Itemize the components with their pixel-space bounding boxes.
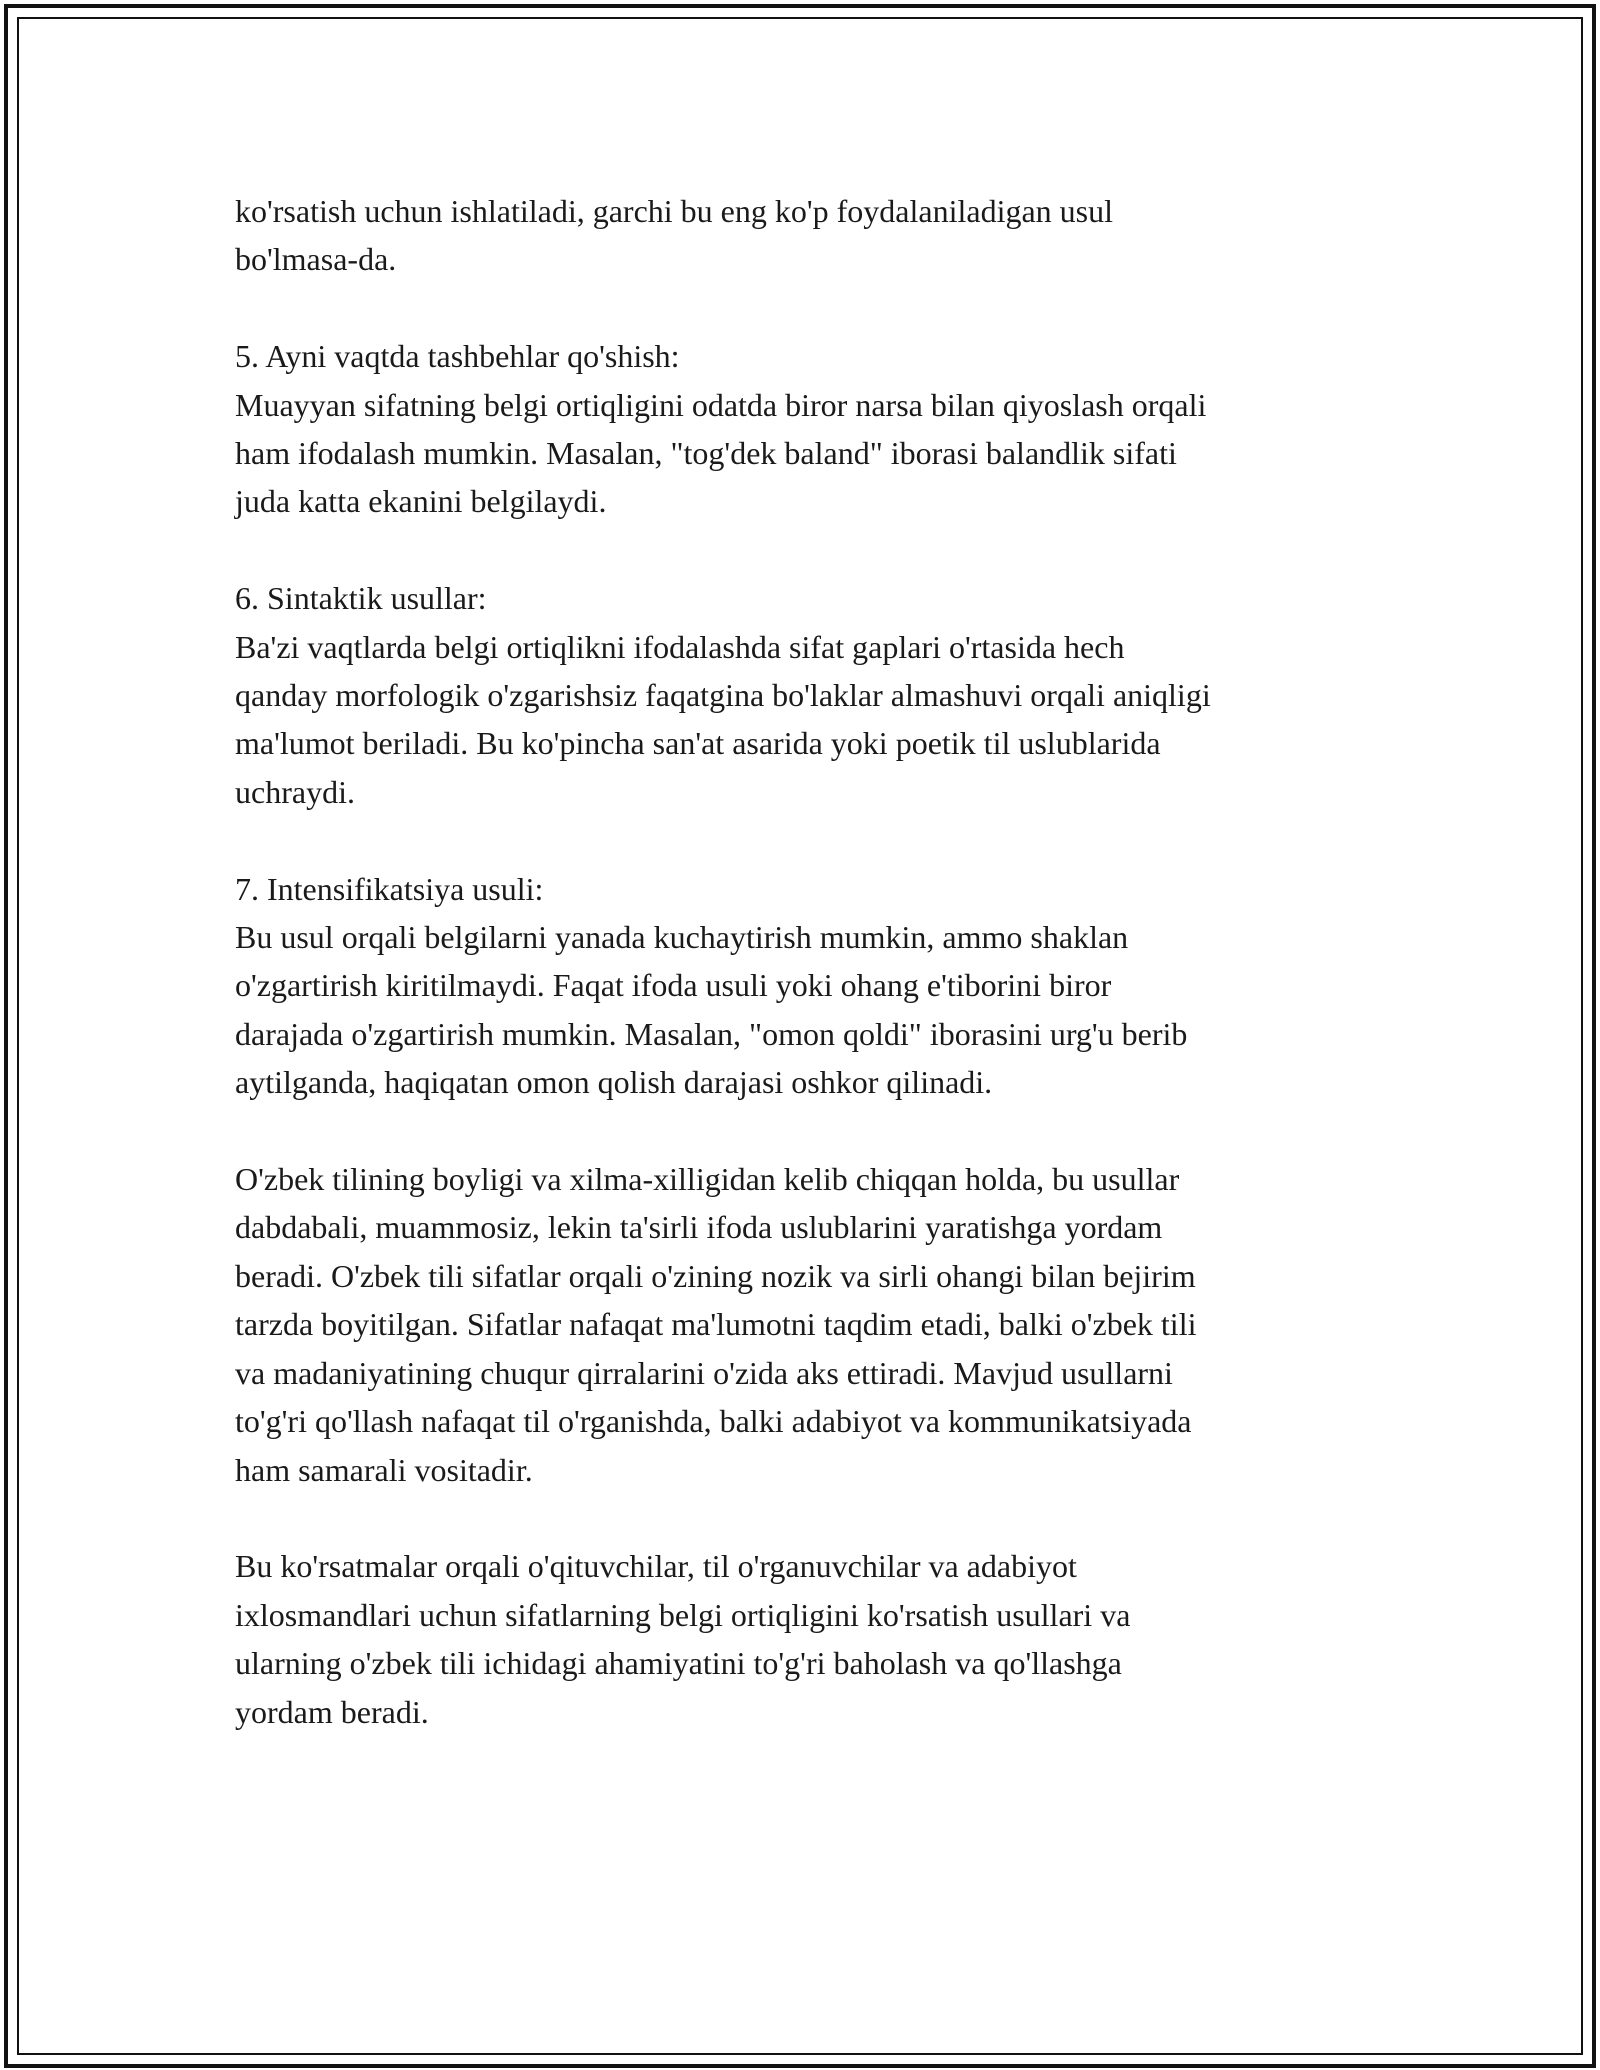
text-line: dabdabali, muammosiz, lekin ta'sirli ifoda uslublarini yaratishga yordam: [235, 1209, 1163, 1246]
text-line: qanday morfologik o'zgarishsiz faqatgina bo'laklar almashuvi orqali aniqligi: [235, 677, 1211, 714]
text-line: O'zbek tilining boyligi va xilma-xilligidan kelib chiqqan holda, bu usullar: [235, 1161, 1180, 1198]
text-line: Bu usul orqali belgilarni yanada kuchaytirish mumkin, ammo shaklan: [235, 919, 1129, 956]
text-line: ham samarali vositadir.: [235, 1451, 533, 1488]
text-line: o'zgartirish kiritilmaydi. Faqat ifoda usuli yoki ohang e'tiborini biror: [235, 967, 1112, 1004]
section-heading-6: 6. Sintaktik usullar:: [235, 580, 487, 617]
text-line: aytilganda, haqiqatan omon qolish darajasi oshkor qilinadi.: [235, 1064, 993, 1101]
text-line: ham ifodalash mumkin. Masalan, "tog'dek baland" iborasi balandlik sifati: [235, 435, 1177, 472]
section-heading-7: 7. Intensifikatsiya usuli:: [235, 870, 544, 907]
text-line: yordam beradi.: [235, 1693, 429, 1730]
blank-line: [235, 1494, 1385, 1542]
text-line: uchraydi.: [235, 773, 355, 810]
text-line: tarzda boyitilgan. Sifatlar nafaqat ma'lumotni taqdim etadi, balki o'zbek tili: [235, 1306, 1197, 1343]
blank-line: [235, 1107, 1385, 1155]
text-line: bo'lmasa-da.: [235, 241, 397, 278]
text-line: Muayyan sifatning belgi ortiqligini odatda biror narsa bilan qiyoslash orqali: [235, 386, 1207, 423]
blank-line: [235, 816, 1385, 864]
text-line: ixlosmandlari uchun sifatlarning belgi ortiqligini ko'rsatish usullari va: [235, 1596, 1131, 1633]
text-line: to'g'ri qo'llash nafaqat til o'rganishda, balki adabiyot va kommunikatsiyada: [235, 1403, 1192, 1440]
text-line: juda katta ekanini belgilaydi.: [235, 483, 607, 520]
text-line: Ba'zi vaqtlarda belgi ortiqlikni ifodalashda sifat gaplari o'rtasida hech: [235, 628, 1125, 665]
blank-line: [235, 526, 1385, 574]
document-body: [235, 187, 1385, 1736]
text-line: ma'lumot beriladi. Bu ko'pincha san'at asarida yoki poetik til uslublarida: [235, 725, 1161, 762]
text-line: darajada o'zgartirish mumkin. Masalan, "omon qoldi" iborasini urg'u berib: [235, 1015, 1188, 1052]
text-line: Bu ko'rsatmalar orqali o'qituvchilar, til o'rganuvchilar va adabiyot: [235, 1548, 1077, 1585]
text-line: ko'rsatish uchun ishlatiladi, garchi bu eng ko'p foydalaniladigan usul: [235, 193, 1114, 229]
text-line: va madaniyatining chuqur qirralarini o'zida aks ettiradi. Mavjud usullarni: [235, 1354, 1173, 1391]
text-line: ularning o'zbek tili ichidagi ahamiyatini to'g'ri baholash va qo'llashga: [235, 1645, 1122, 1682]
blank-line: [235, 284, 1385, 332]
text-line: beradi. O'zbek tili sifatlar orqali o'zining nozik va sirli ohangi bilan bejirim: [235, 1257, 1196, 1294]
section-heading-5: 5. Ayni vaqtda tashbehlar qo'shish:: [235, 338, 680, 375]
